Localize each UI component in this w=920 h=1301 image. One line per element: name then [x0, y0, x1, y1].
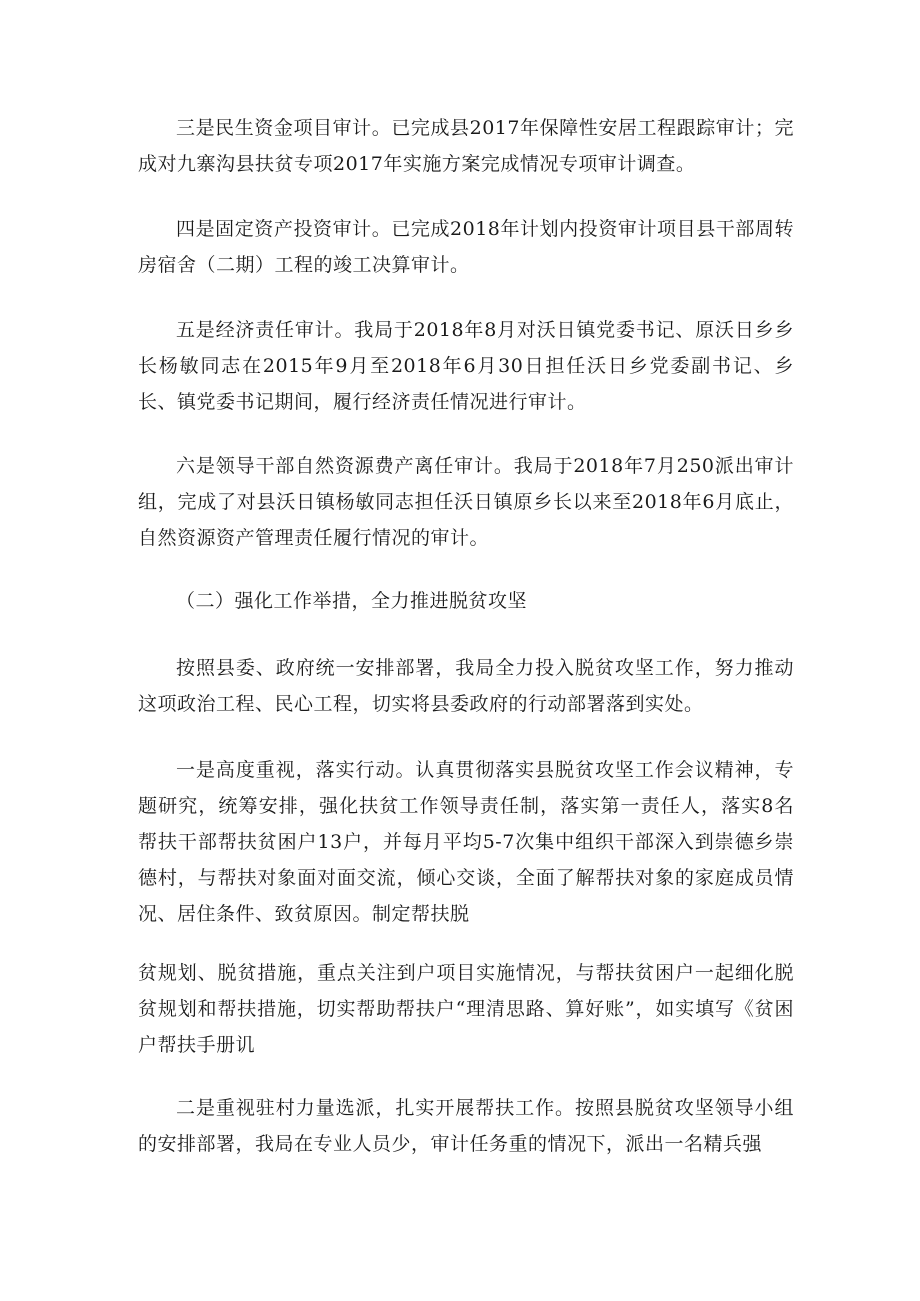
- paragraph-natural-resources-audit: 六是领导干部自然资源费产离任审计。我局于2018年7月250派出审计组，完成了对县沃日镇杨敏同志担任沃日镇原乡长以来至2018年6月底止，自然资源资产管理责任履行情况的审计。: [138, 455, 794, 549]
- paragraph-fixed-asset-audit: 四是固定资产投资审计。已完成2018年计划内投资审计项目县干部周转房宿舍（二期）工程的竣工决算审计。: [138, 218, 794, 276]
- paragraph-high-attention: 一是高度重视，落实行动。认真贯彻落实县脱贫攻坚工作会议精神，专题研究，统筹安排，强化扶贫工作领导责任制，落实第一责任人，落实8名帮扶干部帮扶贫困户13户，并每月平均5-7次集中组织干部深入到崇德乡崇德村，与帮扶对象面对面交流，倾心交谈，全面了解帮扶对象的家庭成员情况、居住条件、致贫原因。制定帮扶脱: [138, 759, 794, 925]
- section-heading: （二）强化工作举措，全力推进脱贫攻坚: [176, 590, 528, 612]
- paragraph-village-team: 二是重视驻村力量选派，扎实开展帮扶工作。按照县脱贫攻坚领导小组的安排部署，我局在专业人员少，审计任务重的情况下，派出一名精兵强: [138, 1097, 794, 1155]
- paragraph-livelihood-audit: 三是民生资金项目审计。已完成县2017年保障性安居工程跟踪审计；完成对九寨沟县扶贫专项2017年实施方案完成情况专项审计调查。: [138, 117, 794, 175]
- paragraph-poverty-intro: 按照县委、政府统一安排部署，我局全力投入脱贫攻坚工作，努力推动这项政治工程、民心工程，切实将县委政府的行动部署落到实处。: [138, 657, 794, 715]
- paragraph-economic-responsibility-audit: 五是经济责任审计。我局于2018年8月对沃日镇党委书记、原沃日乡乡长杨敏同志在2015年9月至2018年6月30日担任沃日乡党委副书记、乡长、镇党委书记期间，履行经济责任情况进行审计。: [138, 319, 794, 413]
- paragraph-continuation: 贫规划、脱贫措施，重点关注到户项目实施情况，与帮扶贫困户一起细化脱贫规划和帮扶措施，切实帮助帮扶户“理清思路、算好账”，如实填写《贫困户帮扶手册讥: [138, 962, 794, 1056]
